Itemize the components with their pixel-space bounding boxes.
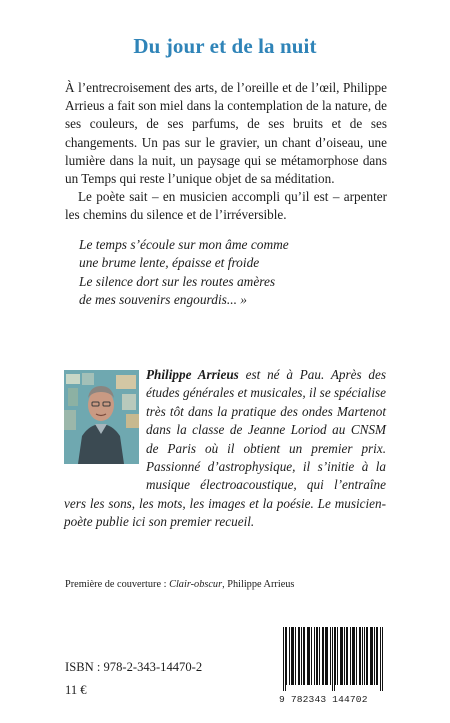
author-biography — [64, 366, 386, 532]
back-cover-summary — [65, 79, 387, 225]
barcode-bar — [377, 627, 378, 685]
barcode-bar — [303, 627, 304, 685]
author-bio-body: est né à Pau. Après des études générales et musicales, il se spécialise très tôt dans la pratique des ondes Martenot dans la classe de Jeanne Loriod au CNSM de Paris où il obtient un premier prix. Passionné d’astrophysique, il s’initie à la musique électroacoustique, qui l’entraîne vers les sons, les mots, les images et la poésie. Le musicien-poète publie ici son premier recueil. — [64, 367, 386, 530]
barcode-bar — [367, 627, 368, 685]
barcode-bar — [382, 627, 383, 691]
barcode-bar — [352, 627, 353, 685]
barcode-bar — [334, 627, 335, 691]
barcode-bar — [346, 627, 347, 685]
barcode-bar — [344, 627, 345, 685]
barcode-bar — [311, 627, 312, 685]
barcode-bar — [342, 627, 343, 685]
barcode-bar — [323, 627, 324, 685]
price: 11 € — [65, 683, 87, 697]
barcode-bar — [332, 627, 333, 691]
barcode-bar — [362, 627, 363, 685]
barcode-bar — [359, 627, 360, 685]
summary-paragraph: Le poète sait – en musicien accompli qu’il est – arpenter les chemins du silence et de l’irréversible. — [65, 189, 387, 223]
barcode-bar — [372, 627, 373, 685]
barcode-bar — [299, 627, 300, 685]
cover-credit-work: Clair-obscur — [169, 579, 223, 590]
barcode-bar — [286, 627, 287, 685]
book-title: Du jour et de la nuit — [133, 34, 317, 58]
barcode-bar — [340, 627, 341, 685]
barcode-bar — [298, 627, 299, 685]
barcode-bar — [337, 627, 338, 685]
barcode-bar — [283, 627, 284, 691]
barcode-bar — [366, 627, 367, 685]
barcode-bar — [374, 627, 375, 685]
barcode-bar — [353, 627, 354, 685]
poem-line: Le silence dort sur les routes amères — [79, 273, 276, 289]
barcode-bar — [371, 627, 372, 685]
barcode-digits: 9 782343 144702 — [279, 694, 368, 705]
author-name: Philippe Arrieus — [146, 367, 239, 382]
poem-excerpt — [79, 236, 379, 310]
barcode-bar — [341, 627, 342, 685]
poem-line: Le temps s’écoule sur mon âme comme — [79, 237, 289, 252]
barcode-bar — [295, 627, 296, 685]
barcode-bar — [319, 627, 320, 685]
poem-line: une brume lente, épaisse et froide — [79, 255, 260, 271]
barcode-bar — [307, 627, 308, 685]
barcode-bars — [279, 627, 389, 693]
barcode-bar — [289, 627, 290, 685]
isbn: ISBN : 978-2-343-14470-2 — [65, 660, 203, 674]
barcode-bar — [304, 627, 305, 685]
barcode-bar — [292, 627, 293, 685]
cover-credit-prefix: Première de couverture : — [65, 579, 170, 590]
barcode-bar — [376, 627, 377, 685]
barcode-bar — [285, 627, 286, 691]
barcode-bar — [316, 627, 317, 685]
barcode-bar — [309, 627, 310, 685]
barcode-bar — [380, 627, 381, 691]
barcode-bar — [350, 627, 351, 685]
barcode-bar — [360, 627, 361, 685]
cover-credit-suffix: , Philippe Arrieus — [222, 579, 295, 590]
cover-credit — [65, 579, 294, 590]
barcode-bar — [330, 627, 331, 685]
barcode-bar — [356, 627, 357, 685]
barcode-bar — [370, 627, 371, 685]
barcode-bar — [364, 627, 365, 685]
barcode-bar — [301, 627, 302, 685]
barcode-bar — [354, 627, 355, 685]
barcode-bar — [335, 627, 336, 685]
barcode-bar — [327, 627, 328, 685]
barcode-bar — [314, 627, 315, 685]
barcode-bar — [291, 627, 292, 685]
barcode-bar — [326, 627, 327, 685]
barcode-bar — [325, 627, 326, 685]
photo-spacer — [64, 366, 146, 480]
barcode-bar — [322, 627, 323, 685]
barcode-bar — [347, 627, 348, 685]
barcode-bar — [293, 627, 294, 685]
barcode-bar — [308, 627, 309, 685]
poem-line: de mes souvenirs engourdis... » — [79, 292, 247, 308]
summary-paragraph: À l’entrecroisement des arts, de l’oreille et de l’œil, Philippe Arrieus a fait son miel dans la contemplation de la nature, de ses couleurs, de ses parfums, de ses bruits et de ses changements. Un pas sur le gravier, un chant d’oiseau, une lumière dans la nuit, un paysage qui se métamorphose dans un Temps qui reste l’unique objet de sa méditation. — [65, 80, 387, 187]
barcode-bar — [317, 627, 318, 685]
